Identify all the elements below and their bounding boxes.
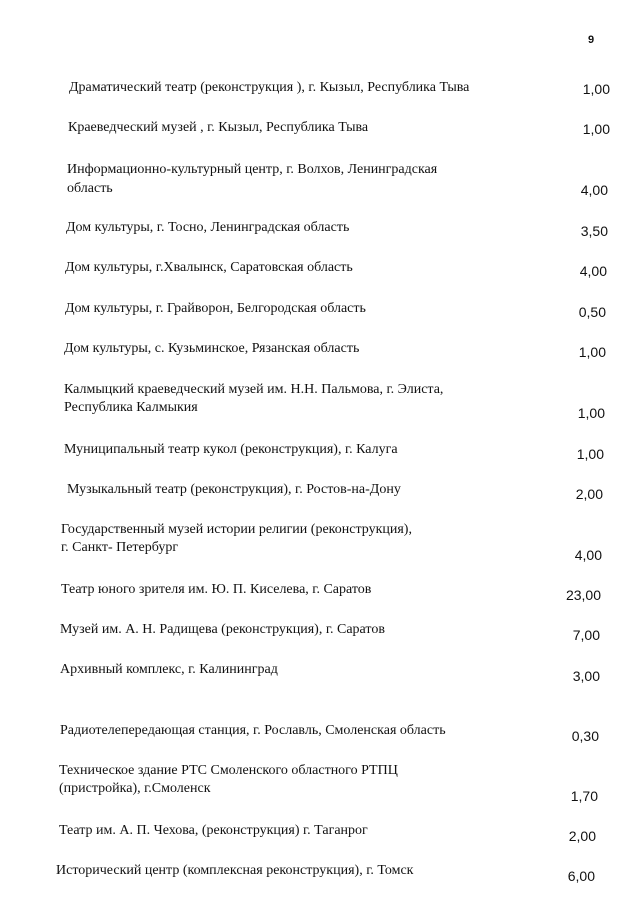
item-value: 23,00 — [565, 587, 601, 603]
item-text-line: Архивный комплекс, г. Калининград — [60, 662, 278, 677]
item-value: 4,00 — [580, 182, 608, 198]
item-text-line: Исторический центр (комплексная реконструкция), г. Томск — [56, 863, 414, 878]
item-text-line: Республика Калмыкия — [64, 400, 198, 415]
item-value: 2,00 — [568, 828, 596, 844]
item-value: 2,00 — [575, 486, 603, 502]
item-value: 1,70 — [570, 788, 598, 804]
item-value: 1,00 — [577, 405, 605, 421]
item-value: 4,00 — [579, 263, 607, 279]
item-text-line: Дом культуры, с. Кузьминское, Рязанская область — [64, 341, 360, 356]
item-value: 4,00 — [574, 547, 602, 563]
item-text-line: Театр им. А. П. Чехова, (реконструкция) г. Таганрог — [59, 823, 368, 838]
item-text-line: Драматический театр (реконструкция ), г. Кызыл, Республика Тыва — [69, 80, 470, 95]
item-text-line: Калмыцкий краеведческий музей им. Н.Н. Пальмова, г. Элиста, — [64, 382, 444, 397]
item-text-line: Дом культуры, г.Хвалынск, Саратовская область — [65, 260, 353, 275]
item-text-line: г. Санкт- Петербург — [61, 540, 179, 555]
item-text-line: Дом культуры, г. Грайворон, Белгородская область — [65, 301, 366, 316]
item-text-line: Музыкальный театр (реконструкция), г. Ростов-на-Дону — [67, 482, 401, 497]
page-number: 9 — [588, 34, 595, 46]
item-text-line: Театр юного зрителя им. Ю. П. Киселева, г. Саратов — [61, 582, 372, 597]
item-text-line: Государственный музей истории религии (реконструкция), — [61, 522, 412, 537]
item-text-line: (пристройка), г.Смоленск — [59, 781, 211, 796]
item-value: 3,00 — [572, 668, 600, 684]
item-value: 1,00 — [582, 81, 610, 97]
item-text-line: Техническое здание РТС Смоленского областного РТПЦ — [59, 763, 398, 778]
item-value: 0,30 — [571, 728, 599, 744]
item-text-line: Дом культуры, г. Тосно, Ленинградская область — [66, 220, 350, 235]
item-value: 1,00 — [578, 344, 606, 360]
item-text-line: Краеведческий музей , г. Кызыл, Республика Тыва — [68, 120, 369, 135]
item-value: 1,00 — [582, 121, 610, 137]
item-text-line: Информационно-культурный центр, г. Волхов, Ленинградская — [67, 162, 438, 177]
item-text-line: Радиотелепередающая станция, г. Рославль, Смоленская область — [60, 723, 446, 738]
item-text-line: Муниципальный театр кукол (реконструкция), г. Калуга — [64, 442, 398, 457]
item-value: 3,50 — [580, 223, 608, 239]
item-value: 6,00 — [567, 868, 595, 884]
item-value: 7,00 — [572, 627, 600, 643]
item-value: 1,00 — [576, 446, 604, 462]
item-text-line: область — [67, 181, 113, 196]
item-text-line: Музей им. А. Н. Радищева (реконструкция), г. Саратов — [60, 622, 385, 637]
item-value: 0,50 — [578, 304, 606, 320]
